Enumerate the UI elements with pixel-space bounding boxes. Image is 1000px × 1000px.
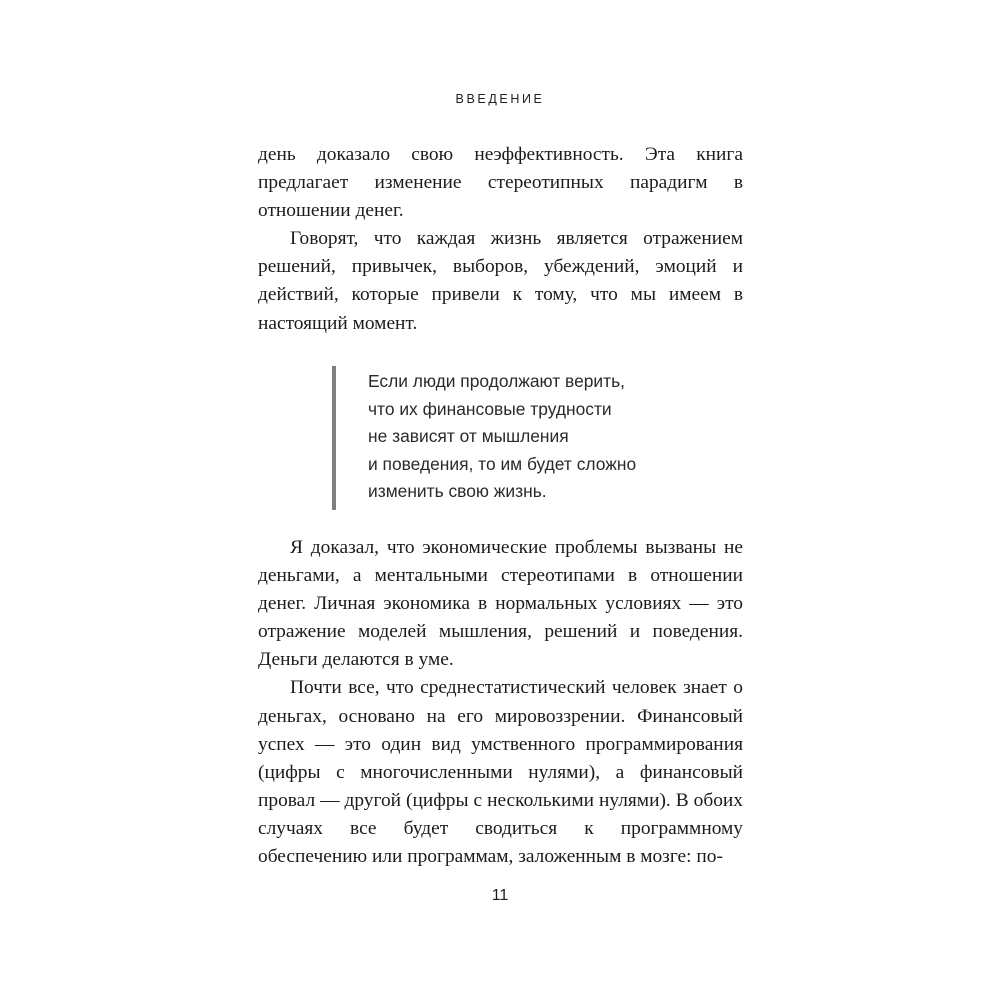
paragraph-govoryat: Говорят, что каждая жизнь является отражением решений, привычек, выборов, убеждений, эмоций и действий, которые привели к тому, что мы имеем в настоящий момент. bbox=[258, 228, 743, 334]
pull-quote-line: что их финансовые трудности bbox=[368, 398, 612, 419]
paragraph-continued: день доказало свою неэффективность. Эта книга предлагает изменение стереотипных парадигм в отношении денег. bbox=[258, 144, 743, 222]
running-head: ВВЕДЕНИЕ bbox=[455, 92, 545, 106]
pull-quote-line: и поведения, то им будет сложно bbox=[368, 453, 637, 474]
text-column-upper bbox=[258, 141, 743, 338]
text-column-lower bbox=[258, 534, 743, 871]
pull-quote bbox=[332, 366, 732, 510]
paragraph-ya-dokazal: Я доказал, что экономические проблемы вызваны не деньгами, а ментальными стереотипами в отношении денег. Личная экономика в нормальных условиях — это отражение моделей мышления, решений и поведения. Деньги делаются в уме. bbox=[258, 537, 743, 671]
pull-quote-line: не зависят от мышления bbox=[368, 426, 569, 447]
pull-quote-line: изменить свою жизнь. bbox=[368, 481, 547, 502]
page-number: 11 bbox=[491, 887, 509, 904]
body-text-upper bbox=[258, 141, 743, 338]
pull-quote-line: Если люди продолжают верить, bbox=[368, 371, 625, 391]
body-text-lower bbox=[258, 534, 743, 871]
paragraph-pochti-vse: Почти все, что среднестатистический человек знает о деньгах, основано на его мировоззрении. Финансовый успех — это один вид умственного программирования (цифры с многочисленными нулями), а финансовый провал — другой (цифры с несколькими нулями). В обоих случаях все будет сводиться к программному обеспечению или программам, заложенным в мозге: по- bbox=[258, 677, 743, 868]
pull-quote-text bbox=[336, 366, 732, 510]
